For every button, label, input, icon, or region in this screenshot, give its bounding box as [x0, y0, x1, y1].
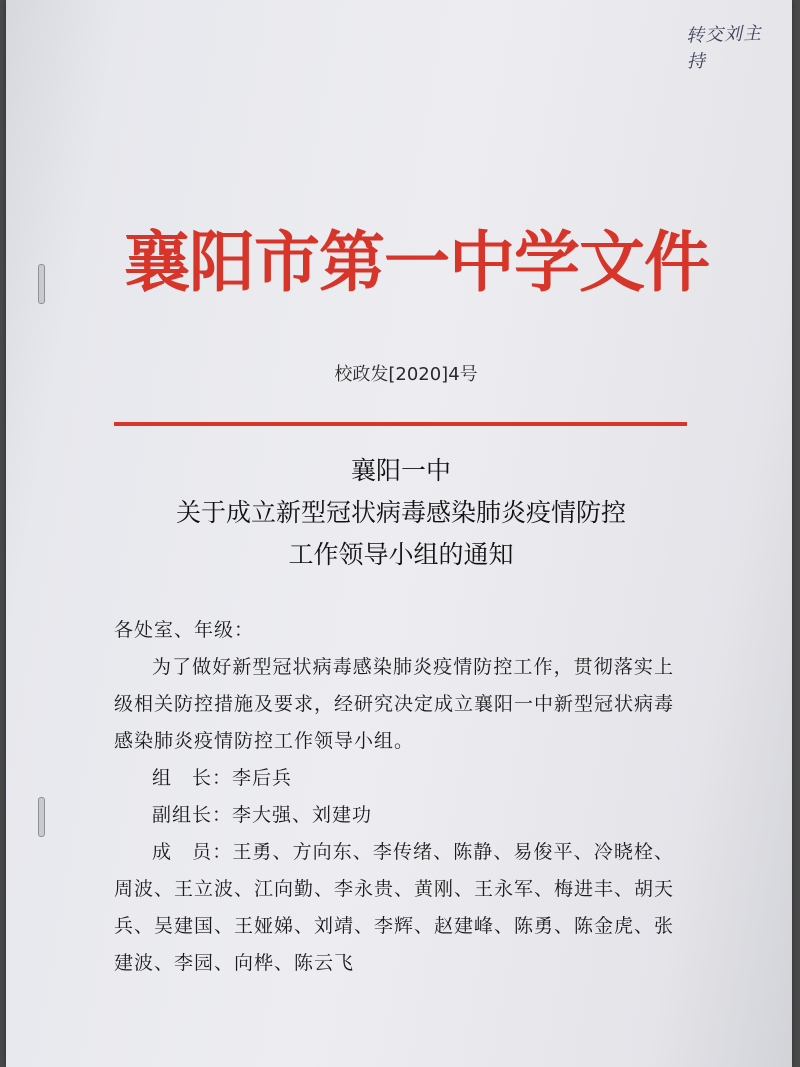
document-header-title: 襄阳市第一中学文件	[124, 223, 709, 301]
document-page	[6, 0, 792, 1067]
document-number: 校政发[2020]4号	[334, 364, 478, 385]
red-divider	[114, 422, 687, 426]
deputy-label: 副组长：	[152, 804, 233, 826]
notice-title-line2: 关于成立新型冠状病毒感染肺炎疫情防控	[175, 498, 626, 527]
leader-label: 组 长：	[152, 767, 233, 789]
leader-name: 李后兵	[232, 767, 293, 789]
notice-body	[114, 612, 674, 982]
notice-title	[116, 450, 686, 576]
salutation: 各处室、年级：	[114, 619, 255, 641]
member-names: 王勇、方向东、李传绪、陈静、易俊平、冷晓栓、周波、王立波、江向勤、李永贵、黄刚、王永军、梅进丰、胡天兵、吴建国、王娅娣、刘靖、李辉、赵建峰、陈勇、陈金虎、张建波、李园、向桦、陈云飞	[114, 841, 675, 974]
staple-top	[38, 264, 45, 304]
notice-title-line3: 工作领导小组的通知	[288, 540, 514, 569]
body-paragraph: 为了做好新型冠状病毒感染肺炎疫情防控工作，贯彻落实上级相关防控措施及要求，经研究决定成立襄阳一中新型冠状病毒感染肺炎疫情防控工作领导小组。	[114, 656, 675, 752]
deputy-names: 李大强、刘建功	[232, 804, 373, 826]
deputy-line	[114, 797, 674, 834]
notice-title-line1: 襄阳一中	[350, 456, 451, 485]
members-label: 成 员：	[152, 841, 233, 863]
handwritten-note: 转交刘主持	[685, 22, 763, 73]
staple-bottom	[38, 797, 45, 837]
members-line	[114, 834, 674, 982]
leader-line	[114, 760, 674, 797]
